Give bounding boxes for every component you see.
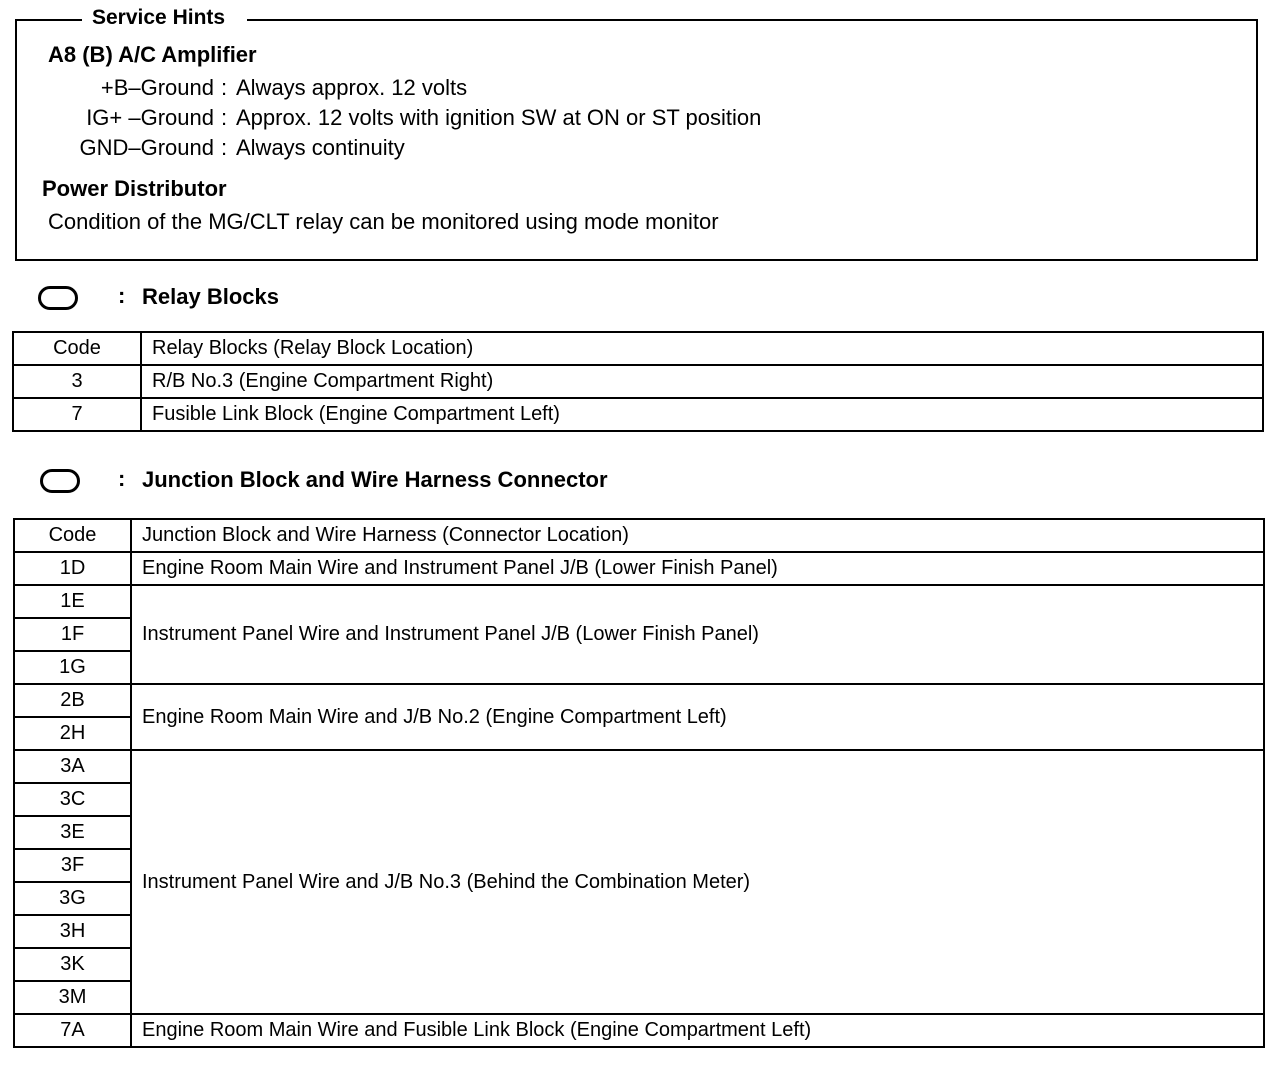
junction-code: 1F [14, 618, 131, 651]
junction-code: 3E [14, 816, 131, 849]
table-row [14, 552, 1264, 585]
relay-blocks-title: Relay Blocks [142, 284, 279, 309]
table-row [13, 365, 1263, 398]
junction-code: 3A [14, 750, 131, 783]
junction-block-symbol-icon [40, 469, 80, 493]
junction-code: 2B [14, 684, 131, 717]
junction-code: 1G [14, 651, 131, 684]
relay-desc: Fusible Link Block (Engine Compartment Left) [141, 398, 1263, 431]
junction-code: 3F [14, 849, 131, 882]
hint-label: IG+ –Ground [86, 105, 214, 130]
header-code: Code [13, 332, 141, 365]
junction-title: Junction Block and Wire Harness Connector [142, 467, 608, 492]
table-row [13, 398, 1263, 431]
junction-code: 3M [14, 981, 131, 1014]
hint-separator: : [221, 105, 228, 130]
power-distributor-heading: Power Distributor [42, 176, 227, 201]
hint-value: Approx. 12 volts with ignition SW at ON or ST position [236, 105, 762, 130]
junction-colon: : [118, 466, 126, 491]
table-row [14, 750, 1264, 783]
connector-heading: A8 (B) A/C Amplifier [48, 42, 257, 67]
junction-code: 3H [14, 915, 131, 948]
table-header-row [14, 519, 1264, 552]
power-distributor-text: Condition of the MG/CLT relay can be monitored using mode monitor [48, 209, 719, 234]
relay-blocks-table [12, 331, 1264, 432]
service-hints-title: Service Hints [82, 5, 247, 31]
junction-code: 7A [14, 1014, 131, 1047]
junction-desc: Instrument Panel Wire and Instrument Panel J/B (Lower Finish Panel) [131, 585, 1264, 684]
table-header-row [13, 332, 1263, 365]
hint-label: +B–Ground [100, 75, 214, 100]
junction-code: 1E [14, 585, 131, 618]
junction-block-table [13, 518, 1265, 1048]
table-row [14, 684, 1264, 717]
junction-desc: Engine Room Main Wire and Instrument Panel J/B (Lower Finish Panel) [131, 552, 1264, 585]
junction-code: 3G [14, 882, 131, 915]
header-desc: Relay Blocks (Relay Block Location) [141, 332, 1263, 365]
junction-desc: Instrument Panel Wire and J/B No.3 (Behind the Combination Meter) [131, 750, 1264, 1014]
relay-desc: R/B No.3 (Engine Compartment Right) [141, 365, 1263, 398]
hint-separator: : [221, 135, 228, 160]
header-desc: Junction Block and Wire Harness (Connector Location) [131, 519, 1264, 552]
header-code: Code [14, 519, 131, 552]
relay-colon: : [118, 283, 126, 308]
table-row [14, 1014, 1264, 1047]
hint-separator: : [221, 75, 228, 100]
junction-desc: Engine Room Main Wire and J/B No.2 (Engine Compartment Left) [131, 684, 1264, 750]
hint-label: GND–Ground [79, 135, 214, 160]
hint-value: Always approx. 12 volts [236, 75, 468, 100]
hint-value: Always continuity [236, 135, 405, 160]
junction-desc: Engine Room Main Wire and Fusible Link Block (Engine Compartment Left) [131, 1014, 1264, 1047]
relay-code: 7 [13, 398, 141, 431]
junction-code: 1D [14, 552, 131, 585]
relay-block-symbol-icon [38, 286, 78, 310]
junction-code: 2H [14, 717, 131, 750]
table-row [14, 585, 1264, 618]
junction-code: 3C [14, 783, 131, 816]
relay-code: 3 [13, 365, 141, 398]
junction-code: 3K [14, 948, 131, 981]
